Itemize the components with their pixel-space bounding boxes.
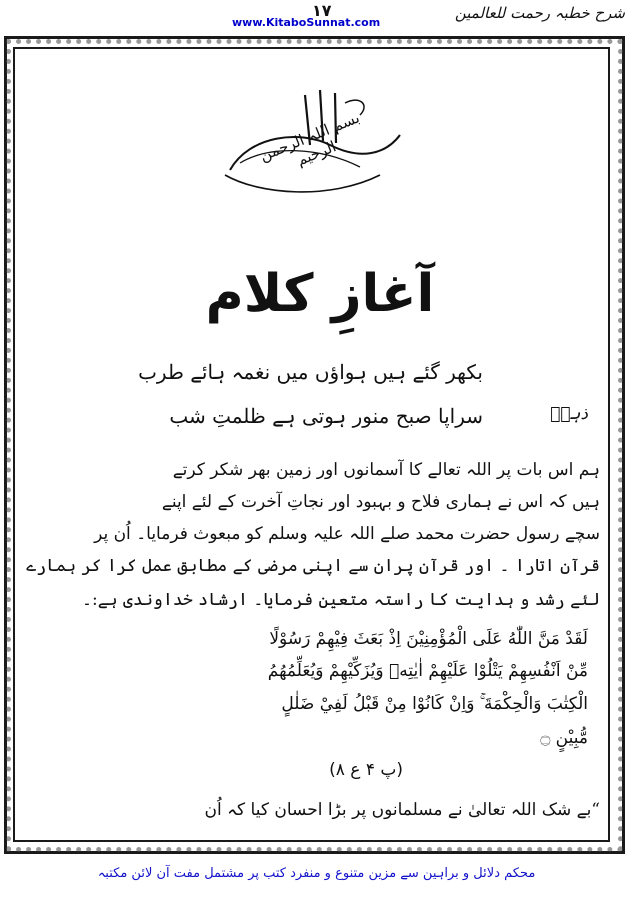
body-line-3: سچے رسول حضرت محمد صلے اللہ علیہ وسلم کو مبعوث فرمایا۔ اُن پر xyxy=(94,524,600,544)
quran-line-1: لَقَدْ مَنَّ اللّٰهُ عَلَى الْمُؤْمِنِيْنَ اِذْ بَعَثَ فِيْهِمْ رَسُوْلًا xyxy=(269,629,588,649)
quran-line-3: الْكِتٰبَ وَالْحِكْمَةَ ۚ وَاِنْ كَانُوْا مِنْ قَبْلُ لَفِيْ ضَلٰلٍ xyxy=(281,694,588,714)
bismillah-text: بسم اللہ الرحمن الرحیم xyxy=(257,108,363,170)
website-url[interactable]: www.KitaboSunnat.com xyxy=(232,16,381,29)
translation-start: “بے شک اللہ تعالیٰ نے مسلمانوں پر بڑا احسان کیا کہ اُن xyxy=(204,800,600,820)
running-header-title: شرح خطبہ رحمت للعالمین xyxy=(454,4,625,22)
page-title: آغازِ کلام xyxy=(205,264,435,324)
body-line-1: ہم اس بات پر اللہ تعالے کا آسمانوں اور زمین بھر شکر کرتے xyxy=(172,460,600,480)
body-line-2: ہیں کہ اس نے ہماری فلاح و بہبود اور نجاتِ آخرت کے لئے اپنے xyxy=(161,492,600,512)
body-line-4: قرآن اتارا ۔ اور قرآن پران سے اپنی مرضی کے مطابق عمل کرا کر ہمارے xyxy=(26,556,600,576)
quran-reference: (پ ۴ ع ۸) xyxy=(329,760,403,780)
poet-name: ذہنؔ xyxy=(550,404,588,424)
quran-line-4: مُّبِيْنٍ ۝ xyxy=(540,728,588,748)
page-number: ١٧ xyxy=(312,1,332,20)
poem-line-1: بکھر گئے ہیں ہواؤں میں نغمہ ہائے طرب xyxy=(138,360,483,384)
footer-tagline: محکم دلائل و براہین سے مزین متنوع و منفرد کتب پر مشتمل مفت آن لائن مکتبہ xyxy=(97,866,536,881)
poem-line-2: سراپا صبح منور ہوتی ہے ظلمتِ شب xyxy=(169,404,483,428)
body-line-5: لئے رشد و ہدایت کا راستہ متعین فرمایا۔ ارشاد خداوندی ہے:۔ xyxy=(82,590,600,610)
bismillah-calligraphy xyxy=(210,75,410,215)
quran-line-2: مِّنْ اَنْفُسِهِمْ يَتْلُوْا عَلَيْهِمْ اٰيٰتِهٖ وَيُزَكِّيْهِمْ وَيُعَلِّمُهُمُ xyxy=(267,661,588,681)
